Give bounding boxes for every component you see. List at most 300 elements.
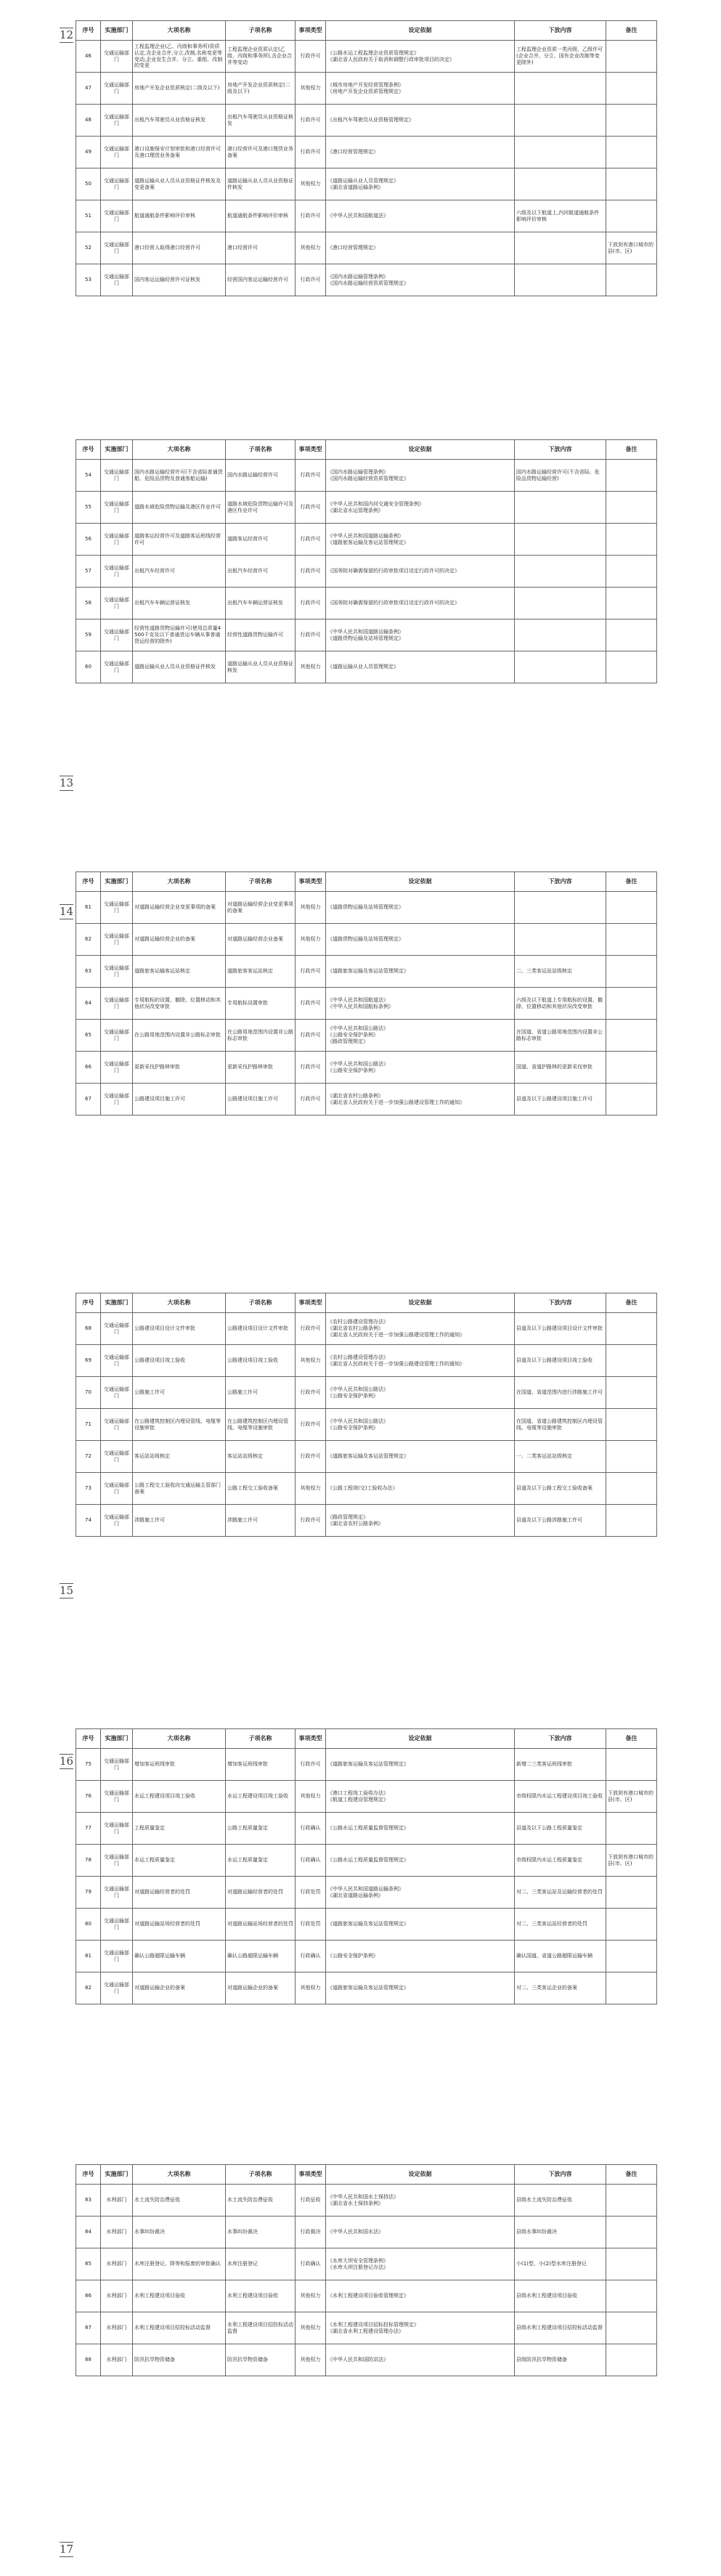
column-header: 序号	[76, 2165, 101, 2185]
column-header: 子项名称	[226, 1293, 296, 1313]
cell-note	[606, 2280, 657, 2312]
cell-note	[606, 1345, 657, 1377]
cell-sub: 在公路建筑控制区内埋设管线、电缆等设施审批	[226, 1409, 296, 1441]
cell-sub: 港口经营许可及港口理货业务备案	[226, 137, 296, 168]
cell-content	[515, 105, 606, 137]
cell-note	[606, 924, 657, 956]
cell-sub: 国内水路运输经营许可	[226, 460, 296, 492]
column-header: 备注	[606, 1293, 657, 1313]
column-header: 大项名称	[133, 872, 226, 892]
cell-dept: 交通运输部门	[101, 1345, 133, 1377]
cell-content: 县级水事纠纷裁决	[515, 2217, 606, 2248]
cell-content	[515, 619, 606, 651]
cell-note	[606, 2248, 657, 2280]
table-header-row	[76, 1729, 657, 1749]
table-row	[76, 1345, 657, 1377]
cell-no: 69	[76, 1345, 101, 1377]
cell-sub: 在公路用地范围内设置非公路标志审批	[226, 1020, 296, 1052]
table-row	[76, 924, 657, 956]
cell-basis: 《道路货物运输及站场管理规定》	[326, 924, 515, 956]
cell-content	[515, 651, 606, 683]
cell-basis: 《道路运输从业人员管理规定》 《湖北省道路运输条例》	[326, 168, 515, 200]
cell-major: 公路工程交工验收向交通运输主管部门备案	[133, 1473, 226, 1505]
cell-major: 经营性道路货物运输许可(使用总质量4500千克及以下普通货运车辆从事普通货运经营的除外)	[133, 619, 226, 651]
table-row	[76, 1972, 657, 2004]
cell-type: 其他权力	[296, 892, 326, 924]
table-row	[76, 988, 657, 1020]
page-number: 14	[60, 905, 74, 918]
cell-major: 道路运输从业人员从业资格证件核发	[133, 651, 226, 683]
cell-type: 行政许可	[296, 492, 326, 524]
cell-content: 二、三类客运站站级核定	[515, 956, 606, 988]
cell-major: 对道路运输经营者的处罚	[133, 1877, 226, 1909]
column-header: 序号	[76, 21, 101, 41]
cell-type: 行政许可	[296, 1313, 326, 1345]
cell-no: 84	[76, 2217, 101, 2248]
table-row	[76, 264, 657, 296]
regulation-table	[76, 439, 657, 683]
cell-major: 在公路建筑控制区内埋设管线、电缆等设施审批	[133, 1409, 226, 1441]
cell-content: 市级权限内水运工程建设项目竣工验收	[515, 1781, 606, 1813]
cell-sub: 经营国内客运运输经营许可	[226, 264, 296, 296]
cell-sub: 公路建设项目施工许可	[226, 1084, 296, 1116]
cell-content: 县级水土流失防治费征收	[515, 2185, 606, 2217]
cell-content	[515, 168, 606, 200]
cell-dept: 交通运输部门	[101, 1781, 133, 1813]
cell-sub: 出租汽车车辆运营证核发	[226, 588, 296, 619]
cell-basis: 《中华人民共和国内河交通安全管理条例》 《湖北省水运管理条例》	[326, 492, 515, 524]
cell-no: 48	[76, 105, 101, 137]
table-row	[76, 137, 657, 168]
table-header-row	[76, 1293, 657, 1313]
cell-content: 对二、三类客运站及运输经营者的处罚	[515, 1877, 606, 1909]
cell-basis: 《出租汽车驾驶员从业资格管理规定》	[326, 105, 515, 137]
table-row	[76, 73, 657, 105]
cell-basis: 《国内水路运输管理条例》 《国内水路运输经营资质管理规定》	[326, 460, 515, 492]
column-header: 备注	[606, 2165, 657, 2185]
cell-no: 88	[76, 2344, 101, 2376]
cell-type: 行政许可	[296, 524, 326, 556]
cell-content: 县道及以下公路工程交工验收备案	[515, 1473, 606, 1505]
cell-sub: 水利工程建设项目验收	[226, 2280, 296, 2312]
cell-no: 46	[76, 41, 101, 73]
table-row	[76, 1909, 657, 1941]
cell-dept: 交通运输部门	[101, 1845, 133, 1877]
cell-dept: 交通运输部门	[101, 1909, 133, 1941]
column-header: 实施部门	[101, 440, 133, 460]
cell-basis: 《港口工程竣工验收办法》 《航道工程建设管理规定》	[326, 1781, 515, 1813]
cell-sub: 水运工程建设项目竣工验收	[226, 1781, 296, 1813]
cell-sub: 更新采伐护路林审批	[226, 1052, 296, 1084]
table-row	[76, 2217, 657, 2248]
cell-no: 75	[76, 1749, 101, 1781]
column-header: 实施部门	[101, 1729, 133, 1749]
cell-content: 国内水路运输经营许可(不含省际、危险品货物运输经营)	[515, 460, 606, 492]
cell-no: 59	[76, 619, 101, 651]
column-header: 实施部门	[101, 2165, 133, 2185]
cell-content	[515, 924, 606, 956]
page-number: 15	[60, 1584, 74, 1597]
column-header: 设定依据	[326, 1293, 515, 1313]
cell-major: 公路建设项目施工许可	[133, 1084, 226, 1116]
cell-note	[606, 460, 657, 492]
cell-basis: 《中华人民共和国道路运输条例》 《道路货物运输及站场管理规定》	[326, 619, 515, 651]
cell-basis: 《水利工程建设项目招标投标管理规定》 《湖北省水利工程建设管理办法》	[326, 2312, 515, 2344]
cell-dept: 交通运输部门	[101, 1473, 133, 1505]
cell-dept: 交通运输部门	[101, 105, 133, 137]
cell-basis: 《道路货物运输及站场管理规定》	[326, 892, 515, 924]
cell-major: 确认公路超限运输车辆	[133, 1941, 226, 1972]
cell-major: 港口经营人取得港口经营许可	[133, 232, 226, 264]
cell-content: 对二、三类客运站经营者的处罚	[515, 1909, 606, 1941]
cell-type: 行政许可	[296, 956, 326, 988]
table-row	[76, 619, 657, 651]
table-row	[76, 1409, 657, 1441]
cell-no: 57	[76, 556, 101, 588]
cell-type: 行政许可	[296, 1377, 326, 1409]
cell-sub: 港口经营许可	[226, 232, 296, 264]
cell-content: 在国道、省道公路建筑控制区内埋设管线、电缆等设施审批	[515, 1409, 606, 1441]
column-header: 序号	[76, 1729, 101, 1749]
cell-note	[606, 1909, 657, 1941]
cell-note	[606, 956, 657, 988]
cell-no: 49	[76, 137, 101, 168]
cell-major: 水土流失防治费征收	[133, 2185, 226, 2217]
cell-note	[606, 1441, 657, 1473]
cell-no: 63	[76, 956, 101, 988]
cell-no: 65	[76, 1020, 101, 1052]
cell-sub: 增加客运班线审批	[226, 1749, 296, 1781]
cell-no: 51	[76, 200, 101, 232]
cell-no: 82	[76, 1972, 101, 2004]
regulation-table	[76, 2164, 657, 2376]
cell-type: 行政许可	[296, 988, 326, 1020]
cell-type: 行政许可	[296, 41, 326, 73]
cell-note	[606, 1749, 657, 1781]
column-header: 设定依据	[326, 2165, 515, 2185]
cell-type: 其他权力	[296, 1473, 326, 1505]
cell-dept: 交通运输部门	[101, 556, 133, 588]
cell-dept: 水利部门	[101, 2280, 133, 2312]
cell-type: 行政许可	[296, 619, 326, 651]
cell-note: 下放到有港口城市的县(市、区)	[606, 1781, 657, 1813]
cell-sub: 公路工程质量鉴定	[226, 1813, 296, 1845]
column-header: 子项名称	[226, 1729, 296, 1749]
cell-note: 下放到有港口城市的县(市、区)	[606, 1845, 657, 1877]
cell-type: 行政许可	[296, 137, 326, 168]
cell-note	[606, 1084, 657, 1116]
cell-note	[606, 1313, 657, 1345]
cell-note	[606, 988, 657, 1020]
cell-dept: 交通运输部门	[101, 232, 133, 264]
cell-type: 行政许可	[296, 1441, 326, 1473]
cell-note	[606, 556, 657, 588]
column-header: 下放内容	[515, 2165, 606, 2185]
column-header: 下放内容	[515, 21, 606, 41]
cell-sub: 道路运输从业人员从业资格证核发	[226, 651, 296, 683]
column-header: 实施部门	[101, 872, 133, 892]
cell-note	[606, 1473, 657, 1505]
cell-sub: 水土流失防治费征收	[226, 2185, 296, 2217]
cell-sub: 出租汽车驾驶员从业资格证核发	[226, 105, 296, 137]
cell-basis: 《农村公路建设管理办法》 《湖北省人民政府关于进一步加强公路建设管理工作的通知》	[326, 1345, 515, 1377]
cell-type: 行政确认	[296, 1845, 326, 1877]
cell-no: 66	[76, 1052, 101, 1084]
column-header: 序号	[76, 440, 101, 460]
cell-basis: 《中华人民共和国防洪法》	[326, 2344, 515, 2376]
cell-content: 县道及以下公路建设项目设计文件审批	[515, 1313, 606, 1345]
table-row	[76, 1377, 657, 1409]
cell-dept: 交通运输部门	[101, 892, 133, 924]
regulation-table-3	[76, 871, 656, 1116]
cell-type: 行政许可	[296, 1749, 326, 1781]
cell-sub: 道路客运经营许可	[226, 524, 296, 556]
cell-sub: 经营性道路货物运输许可	[226, 619, 296, 651]
cell-sub: 对道路运输经营者的处罚	[226, 1877, 296, 1909]
cell-sub: 客运站站级核定	[226, 1441, 296, 1473]
column-header: 备注	[606, 872, 657, 892]
cell-content: 县级防汛抗旱物资储备	[515, 2344, 606, 2376]
cell-type: 行政征收	[296, 2185, 326, 2217]
column-header: 下放内容	[515, 872, 606, 892]
column-header: 实施部门	[101, 21, 133, 41]
cell-major: 航道通航条件影响评价审核	[133, 200, 226, 232]
cell-sub: 确认公路超限运输车辆	[226, 1941, 296, 1972]
cell-content: 县级水利工程建设项目验收	[515, 2280, 606, 2312]
table-row	[76, 588, 657, 619]
cell-type: 行政许可	[296, 264, 326, 296]
cell-sub: 房地产开发企业资质核定(二级及以下)	[226, 73, 296, 105]
cell-note	[606, 2312, 657, 2344]
cell-sub: 道路水域危险货物运输许可及港区作业许可	[226, 492, 296, 524]
cell-major: 防汛抗旱物资储备	[133, 2344, 226, 2376]
cell-note	[606, 651, 657, 683]
cell-note	[606, 1813, 657, 1845]
column-header: 设定依据	[326, 872, 515, 892]
table-row	[76, 2248, 657, 2280]
table-row	[76, 1941, 657, 1972]
cell-content: 县道及以下公路工程质量鉴定	[515, 1813, 606, 1845]
cell-major: 道路水域危险货物运输及港区作业许可	[133, 492, 226, 524]
cell-major: 水运工程建设项目竣工验收	[133, 1781, 226, 1813]
table-row	[76, 41, 657, 73]
cell-major: 水利工程建设项目验收	[133, 2280, 226, 2312]
cell-dept: 交通运输部门	[101, 1941, 133, 1972]
cell-basis: 《水库大坝安全管理条例》 《水库大坝注册登记办法》	[326, 2248, 515, 2280]
column-header: 设定依据	[326, 440, 515, 460]
table-row	[76, 1020, 657, 1052]
cell-type: 行政许可	[296, 1084, 326, 1116]
cell-note	[606, 105, 657, 137]
cell-note	[606, 2344, 657, 2376]
cell-note	[606, 1052, 657, 1084]
cell-dept: 交通运输部门	[101, 492, 133, 524]
cell-basis: 《道路运输从业人员管理规定》	[326, 651, 515, 683]
cell-major: 公路建设项目竣工验收	[133, 1345, 226, 1377]
cell-no: 70	[76, 1377, 101, 1409]
table-header-row	[76, 2165, 657, 2185]
cell-note	[606, 1877, 657, 1909]
column-header: 序号	[76, 1293, 101, 1313]
cell-major: 在公路用地范围内设置非公路标志审批	[133, 1020, 226, 1052]
cell-content	[515, 73, 606, 105]
cell-major: 道路运输从业人员从业资格证件核发及变更备案	[133, 168, 226, 200]
cell-note	[606, 1020, 657, 1052]
cell-major: 房地产开发企业资质核定(二级及以下)	[133, 73, 226, 105]
cell-no: 83	[76, 2185, 101, 2217]
cell-major: 增加客运班线审批	[133, 1749, 226, 1781]
cell-content: 县级水利工程建设项目招投标活动监督	[515, 2312, 606, 2344]
cell-sub: 对道路运输经营企业变更事项的备案	[226, 892, 296, 924]
cell-type: 行政许可	[296, 588, 326, 619]
cell-major: 对道路运输经营企业变更事项的备案	[133, 892, 226, 924]
cell-basis: 《湖北省农村公路条例》 《湖北省人民政府关于进一步加强公路建设管理工作的通知》	[326, 1084, 515, 1116]
cell-major: 对道路运输站场经营者的处罚	[133, 1909, 226, 1941]
cell-type: 行政裁决	[296, 2217, 326, 2248]
cell-major: 对道路运输企业的备案	[133, 1972, 226, 2004]
regulation-table-6	[76, 2164, 656, 2376]
cell-type: 其他权力	[296, 2312, 326, 2344]
cell-dept: 交通运输部门	[101, 1972, 133, 2004]
table-row	[76, 524, 657, 556]
cell-basis: 《农村公路建设管理办法》 《湖北省农村公路条例》 《湖北省人民政府关于进一步加强公路建设管理工作的通知》	[326, 1313, 515, 1345]
column-header: 设定依据	[326, 1729, 515, 1749]
cell-sub: 公路施工许可	[226, 1377, 296, 1409]
column-header: 事项类型	[296, 872, 326, 892]
cell-no: 62	[76, 924, 101, 956]
cell-no: 73	[76, 1473, 101, 1505]
cell-major: 水运工程质量鉴定	[133, 1845, 226, 1877]
table-row	[76, 1749, 657, 1781]
cell-type: 其他权力	[296, 924, 326, 956]
cell-type: 其他权力	[296, 1972, 326, 2004]
regulation-table	[76, 1293, 657, 1537]
cell-type: 行政许可	[296, 1052, 326, 1084]
cell-dept: 交通运输部门	[101, 956, 133, 988]
cell-no: 85	[76, 2248, 101, 2280]
cell-basis: 《中华人民共和国水土保持法》 《湖北省水土保持条例》	[326, 2185, 515, 2217]
cell-note	[606, 492, 657, 524]
cell-dept: 交通运输部门	[101, 1813, 133, 1845]
page-number: 17	[60, 2543, 74, 2556]
cell-dept: 水利部门	[101, 2344, 133, 2376]
cell-content	[515, 492, 606, 524]
table-row	[76, 200, 657, 232]
cell-basis: 《中华人民共和国航道法》 《中华人民共和国航标条例》	[326, 988, 515, 1020]
table-row	[76, 556, 657, 588]
cell-content	[515, 264, 606, 296]
cell-sub: 水事纠纷裁决	[226, 2217, 296, 2248]
cell-type: 行政处罚	[296, 1909, 326, 1941]
cell-no: 87	[76, 2312, 101, 2344]
table-row	[76, 1473, 657, 1505]
table-row	[76, 1441, 657, 1473]
cell-basis: 《国内水路运输管理条例》 《国内水路运输经营资质管理规定》	[326, 264, 515, 296]
cell-major: 出租汽车经营许可	[133, 556, 226, 588]
cell-dept: 交通运输部门	[101, 1441, 133, 1473]
column-header: 备注	[606, 1729, 657, 1749]
cell-dept: 交通运输部门	[101, 1505, 133, 1537]
cell-basis: 《道路旅客运输及客运站管理规定》	[326, 1749, 515, 1781]
cell-basis: 《路政管理规定》 《湖北省农村公路条例》	[326, 1505, 515, 1537]
cell-sub: 对道路运输站场经营者的处罚	[226, 1909, 296, 1941]
cell-basis: 《公路水运工程质量监督管理规定》	[326, 1845, 515, 1877]
regulation-table	[76, 20, 657, 296]
cell-no: 86	[76, 2280, 101, 2312]
column-header: 大项名称	[133, 2165, 226, 2185]
table-row	[76, 1313, 657, 1345]
table-row	[76, 1505, 657, 1537]
cell-no: 54	[76, 460, 101, 492]
cell-note: 下放到有港口城市的县(市、区)	[606, 232, 657, 264]
cell-basis: 《中华人民共和国公路法》 《公路安全保护条例》	[326, 1409, 515, 1441]
cell-sub: 道路运输从业人员从业资格证件核发	[226, 168, 296, 200]
table-row	[76, 1052, 657, 1084]
table-row	[76, 232, 657, 264]
cell-major: 道路旅客运输客运站核定	[133, 956, 226, 988]
cell-basis: 《道路旅客运输及客运站管理规定》	[326, 956, 515, 988]
cell-no: 55	[76, 492, 101, 524]
cell-no: 53	[76, 264, 101, 296]
cell-note	[606, 588, 657, 619]
cell-basis: 《港口经营管理规定》	[326, 232, 515, 264]
cell-dept: 交通运输部门	[101, 1313, 133, 1345]
cell-content	[515, 588, 606, 619]
cell-type: 行政许可	[296, 105, 326, 137]
cell-note	[606, 2217, 657, 2248]
column-header: 下放内容	[515, 1293, 606, 1313]
cell-major: 工程监理企业(乙、丙级和事务所)资质认定,含企业合并,分立,改制,名称变更等变动,企业发生合并、分立、重组、改制的变更	[133, 41, 226, 73]
cell-dept: 交通运输部门	[101, 988, 133, 1020]
cell-note	[606, 137, 657, 168]
table-row	[76, 892, 657, 924]
cell-dept: 水利部门	[101, 2312, 133, 2344]
cell-type: 其他权力	[296, 73, 326, 105]
cell-content: 一、二类客运站站级核定	[515, 1441, 606, 1473]
cell-type: 行政许可	[296, 1505, 326, 1537]
cell-note	[606, 168, 657, 200]
regulation-table	[76, 871, 657, 1116]
column-header: 备注	[606, 440, 657, 460]
table-row	[76, 2312, 657, 2344]
cell-sub: 道路旅客客运站核定	[226, 956, 296, 988]
table-row	[76, 492, 657, 524]
cell-dept: 交通运输部门	[101, 460, 133, 492]
cell-sub: 对道路运输企业的备案	[226, 1972, 296, 2004]
cell-major: 更新采伐护路林审批	[133, 1052, 226, 1084]
cell-content: 六级及以下航道上,内河航道通航条件影响评价审核	[515, 200, 606, 232]
cell-content: 在国道、省道公路用地范围内设置非公路标志审批	[515, 1020, 606, 1052]
table-row	[76, 651, 657, 683]
cell-no: 52	[76, 232, 101, 264]
cell-major: 水库注册登记、降等和报废的审批确认	[133, 2248, 226, 2280]
cell-dept: 交通运输部门	[101, 41, 133, 73]
column-header: 大项名称	[133, 21, 226, 41]
page-number: 16	[60, 1755, 74, 1768]
cell-dept: 水利部门	[101, 2217, 133, 2248]
cell-note	[606, 892, 657, 924]
cell-content: 工程监理企业资质一类丙级、乙级许可(企业合并、分立、国有企业改制等变更除外)	[515, 41, 606, 73]
regulation-table-1	[76, 20, 656, 296]
table-row	[76, 460, 657, 492]
cell-major: 出租汽车车辆运营证核发	[133, 588, 226, 619]
cell-dept: 水利部门	[101, 2248, 133, 2280]
cell-dept: 交通运输部门	[101, 73, 133, 105]
column-header: 大项名称	[133, 1729, 226, 1749]
cell-sub: 出租汽车经营许可	[226, 556, 296, 588]
cell-content: 县道及以下公路涉路施工许可	[515, 1505, 606, 1537]
cell-dept: 交通运输部门	[101, 1877, 133, 1909]
